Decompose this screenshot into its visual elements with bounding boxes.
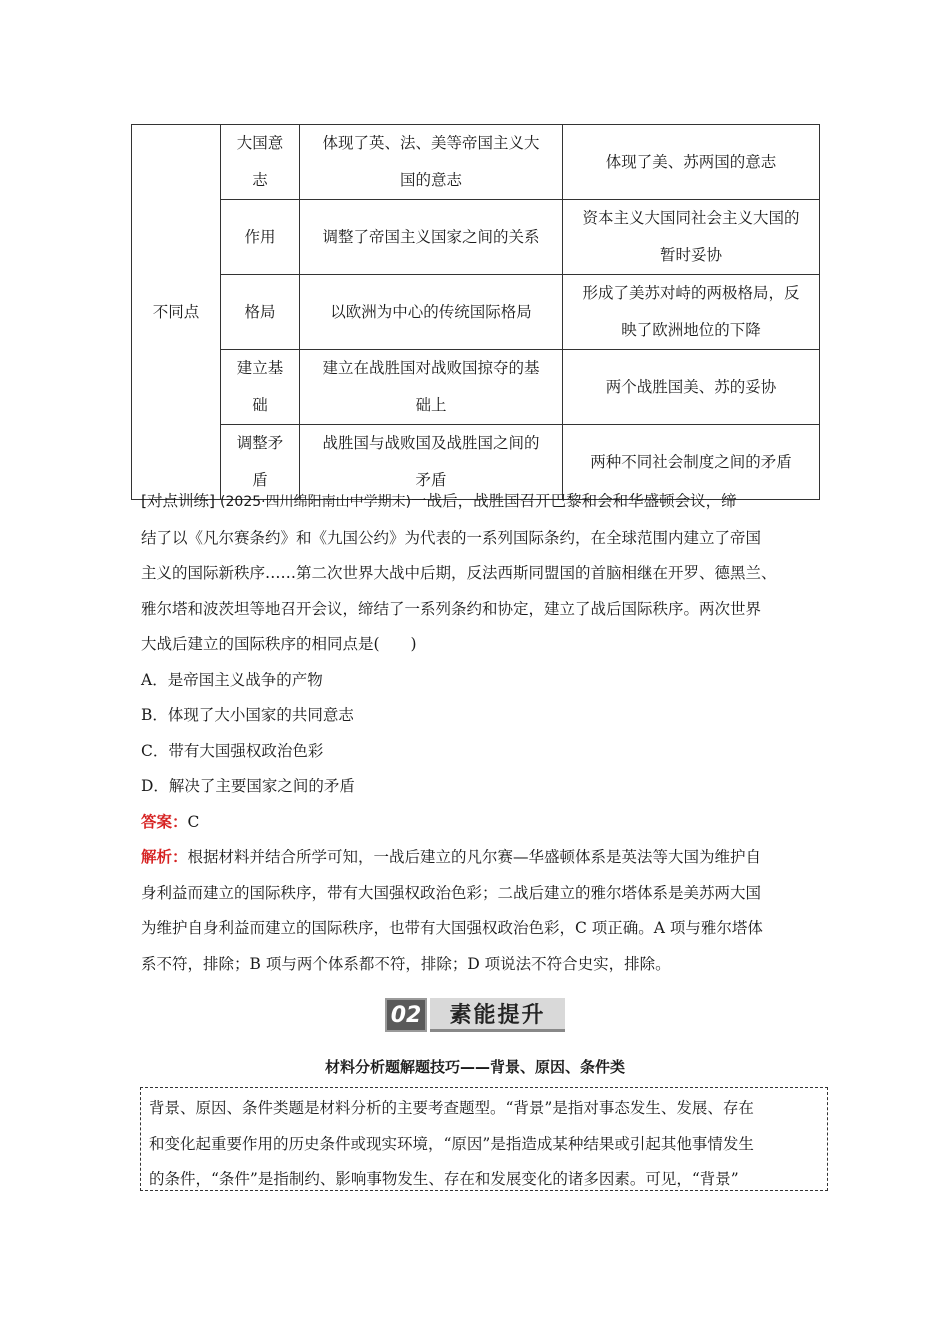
answer-line [141,805,821,841]
versailles-cell [300,350,563,425]
answer-value: C [187,812,200,831]
analysis-line: 系不符，排除；B 项与两个体系都不符，排除；D 项说法不符合史实，排除。 [141,954,671,973]
answer-label: 答案： [141,812,188,831]
cell-text: 映了欧洲地位的下降 [621,321,761,339]
aspect-text: 调整矛 [236,434,284,452]
cell-text: 形成了美苏对峙的两极格局，反 [582,284,800,302]
yalta-cell [563,350,820,425]
section-banner [385,998,565,1032]
aspect-cell [221,350,300,425]
analysis-line [141,840,821,876]
question-first-line [141,484,821,521]
group-label-cell [132,125,221,500]
box-line: 和变化起重要作用的历史条件或现实环境，“原因”是指造成某种结果或引起其他事情发生 [149,1134,754,1153]
versailles-cell [300,125,563,200]
aspect-text: 建立基 [236,359,284,377]
option-a: A．是帝国主义战争的产物 [141,670,323,689]
cell-text: 体现了美、苏两国的意志 [605,152,777,171]
table-row [132,275,820,350]
section-title: 素能提升 [430,998,565,1032]
option-c: C．带有大国强权政治色彩 [141,741,324,760]
table-row [132,125,820,200]
section-number: 02 [385,998,427,1032]
table-row [132,200,820,275]
dashed-info-box [140,1087,828,1191]
aspect-cell [221,275,300,350]
box-line: 的条件，“条件”是指制约、影响事物发生、存在和发展变化的诸多因素。可见，“背景” [149,1170,739,1188]
group-label: 不同点 [152,302,200,321]
yalta-cell [563,275,820,350]
question-source: (2025·四川绵阳南山中学期末) [220,494,412,510]
aspect-text: 作用 [244,227,276,246]
analysis-label: 解析： [141,848,188,866]
versailles-cell [300,200,563,275]
table-row [132,350,820,425]
cell-text: 矛盾 [415,471,447,489]
aspect-text: 大国意 [236,134,284,152]
cell-text: 国的意志 [399,171,462,189]
cell-text: 建立在战胜国对战败国掠夺的基 [322,359,540,377]
analysis-line: 为维护自身利益而建立的国际秩序，也带有大国强权政治色彩，C 项正确。A 项与雅尔塔体 [141,919,763,937]
question-stem-line: 结了以《凡尔赛条约》和《九国公约》为代表的一系列国际条约，在全球范围内建立了帝国 [141,528,762,547]
practice-label: [对点训练] [141,492,216,510]
option-d: D．解决了主要国家之间的矛盾 [141,777,355,795]
cell-text: 两种不同社会制度之间的矛盾 [590,452,792,471]
aspect-text: 础 [252,396,268,414]
question-stem-line: 雅尔塔和波茨坦等地召开会议，缔结了一系列条约和协定，建立了战后国际秩序。两次世界 [141,599,762,618]
section-subtitle: 材料分析题解题技巧——背景、原因、条件类 [324,1058,625,1076]
aspect-cell [221,125,300,200]
cell-text: 资本主义大国同社会主义大国的 [582,209,800,227]
cell-text: 战胜国与战败国及战胜国之间的 [322,434,540,452]
aspect-text: 格局 [244,302,276,321]
box-line: 背景、原因、条件类题是材料分析的主要考查题型。“背景”是指对事态发生、发展、存在 [149,1099,754,1117]
yalta-cell [563,200,820,275]
cell-text: 础上 [415,396,447,414]
option-b: B．体现了大小国家的共同意志 [141,706,354,724]
yalta-cell [563,125,820,200]
cell-text: 暂时妥协 [659,246,722,264]
aspect-text: 志 [252,171,268,189]
comparison-table [131,124,820,500]
question-stem-line: 一战后，战胜国召开巴黎和会和华盛顿会议，缔 [411,492,737,510]
versailles-cell [300,275,563,350]
cell-text: 体现了英、法、美等帝国主义大 [322,134,540,152]
analysis-line: 身利益而建立的国际秩序，带有大国强权政治色彩；二战后建立的雅尔塔体系是美苏两大国 [141,883,762,902]
practice-question [141,484,821,982]
cell-text: 以欧洲为中心的传统国际格局 [330,302,532,321]
question-stem-line: 大战后建立的国际秩序的相同点是( ) [141,635,417,653]
analysis-text: 根据材料并结合所学可知，一战后建立的凡尔赛—华盛顿体系是英法等大国为维护自 [187,848,762,866]
cell-text: 两个战胜国美、苏的妥协 [605,377,777,396]
aspect-text: 盾 [252,471,268,489]
cell-text: 调整了帝国主义国家之间的关系 [322,227,540,246]
aspect-cell [221,200,300,275]
question-stem-line: 主义的国际新秩序……第二次世界大战中后期，反法西斯同盟国的首脑相继在开罗、德黑兰、 [141,564,777,582]
